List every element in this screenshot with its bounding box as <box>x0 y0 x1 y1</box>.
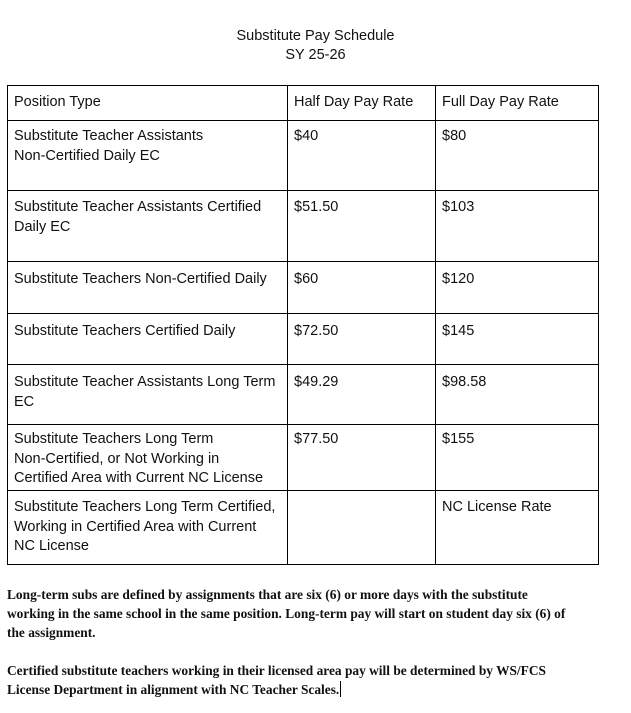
half-day-rate: $60 <box>288 262 436 314</box>
position-line: Certified Area with Current NC License <box>14 470 264 486</box>
document-title: Substitute Pay Schedule <box>236 28 395 44</box>
note-line: Long-term subs are defined by assignments that are six (6) or more days with the substitute <box>7 587 528 602</box>
table-header-row <box>8 86 599 121</box>
table-row <box>8 314 599 365</box>
table-row <box>8 365 599 425</box>
column-header-full-day: Full Day Pay Rate <box>436 86 599 121</box>
half-day-rate: $77.50 <box>288 425 436 491</box>
school-year: SY 25-26 <box>285 47 346 63</box>
position-line: Substitute Teachers Non-Certified Daily <box>14 271 267 287</box>
text-cursor <box>340 681 341 697</box>
full-day-rate: $120 <box>436 262 599 314</box>
position-line: Substitute Teachers Long Term <box>14 431 214 447</box>
column-header-position-type: Position Type <box>8 86 288 121</box>
table-row <box>8 425 599 491</box>
position-line: Substitute Teachers Certified Daily <box>14 323 236 339</box>
position-line: Substitute Teacher Assistants Certified <box>14 199 262 215</box>
full-day-rate: $103 <box>436 191 599 262</box>
table-row <box>8 262 599 314</box>
position-cell <box>8 262 288 314</box>
long-term-definition-note <box>7 585 627 642</box>
full-day-rate: NC License Rate <box>436 491 599 565</box>
half-day-rate: $40 <box>288 121 436 191</box>
position-cell <box>8 191 288 262</box>
note-line: the assignment. <box>7 625 96 640</box>
position-line: Non-Certified Daily EC <box>14 147 160 164</box>
position-line: Substitute Teachers Long Term Certified, <box>14 499 276 515</box>
position-line: Substitute Teacher Assistants Long Term <box>14 374 276 390</box>
half-day-rate: $51.50 <box>288 191 436 262</box>
table-row <box>8 491 599 565</box>
position-line: Non-Certified, or Not Working in <box>14 450 220 467</box>
note-line: working in the same school in the same position. Long-term pay will start on student day six (6) of <box>7 606 566 621</box>
full-day-rate: $98.58 <box>436 365 599 425</box>
half-day-rate: $72.50 <box>288 314 436 365</box>
position-cell <box>8 314 288 365</box>
position-cell <box>8 365 288 425</box>
full-day-rate: $155 <box>436 425 599 491</box>
pay-schedule-table <box>7 85 599 565</box>
position-line: NC License <box>14 538 89 554</box>
position-line: Substitute Teacher Assistants <box>14 128 204 144</box>
note-line <box>7 680 627 699</box>
note-line: Certified substitute teachers working in their licensed area pay will be determined by WS/FCS <box>7 663 546 678</box>
position-line: Working in Certified Area with Current <box>14 518 257 535</box>
half-day-rate <box>288 491 436 565</box>
position-cell <box>8 491 288 565</box>
note-line-text: License Department in alignment with NC Teacher Scales. <box>7 682 340 697</box>
position-line: Daily EC <box>14 218 71 235</box>
position-cell <box>8 121 288 191</box>
position-line: EC <box>14 393 35 410</box>
full-day-rate: $145 <box>436 314 599 365</box>
table-row <box>8 121 599 191</box>
full-day-rate: $80 <box>436 121 599 191</box>
document-header <box>0 27 631 65</box>
half-day-rate: $49.29 <box>288 365 436 425</box>
column-header-half-day: Half Day Pay Rate <box>288 86 436 121</box>
table-row <box>8 191 599 262</box>
position-cell <box>8 425 288 491</box>
certified-pay-note[interactable] <box>7 661 627 699</box>
